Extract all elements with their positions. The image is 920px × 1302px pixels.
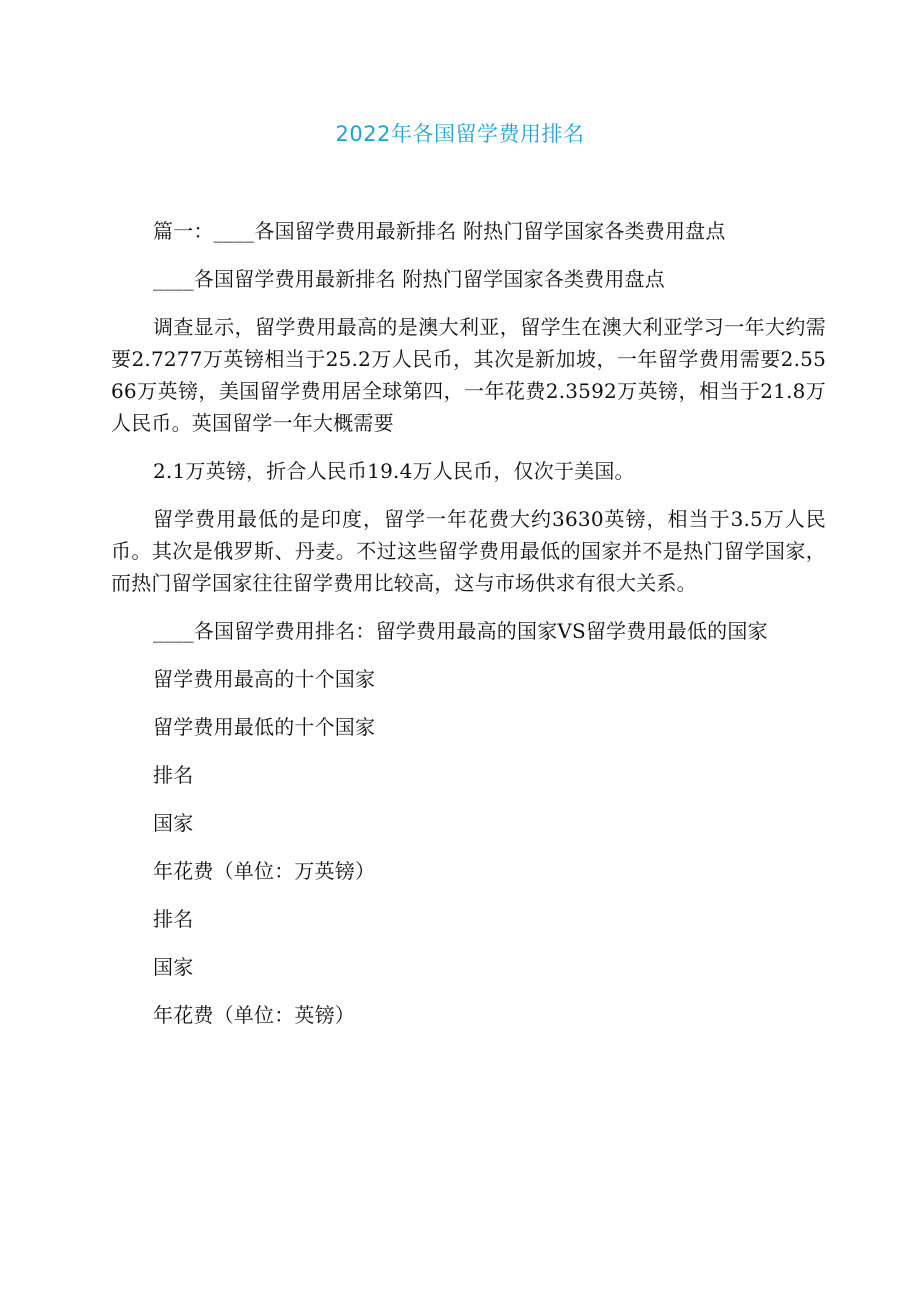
list-item-rank-header: 排名 [153,763,194,787]
list-item-annual-cost-header: 年花费（单位：万英镑） [153,859,376,883]
document-body [111,215,826,1047]
paragraph-cost-lowest: 留学费用最低的是印度，留学一年花费大约3630英镑，相当于3.5万人民币。其次是俄罗斯、丹麦。不过这些留学费用最低的国家并不是热门留学国家，而热门留学国家往往留学费用比较高，这与市场供求有很大关系。 [111,507,826,595]
list-item-country-header: 国家 [153,955,194,979]
list-item-country-header: 国家 [153,811,194,835]
paragraph-ranking-heading: ____各国留学费用排名：留学费用最高的国家VS留学费用最低的国家 [153,619,768,643]
paragraph-cost-highest: 调查显示，留学费用最高的是澳大利亚，留学生在澳大利亚学习一年大约需要2.7277万英镑相当于25.2万人民币，其次是新加坡，一年留学费用需要2.5566万英镑，美国留学费用居全球第四，一年花费2.3592万英镑，相当于21.8万人民币。英国留学一年大概需要 [111,315,826,435]
document-title: 2022年各国留学费用排名 [335,122,585,146]
list-item-rank-header: 排名 [153,907,194,931]
subheading: ____各国留学费用最新排名 附热门留学国家各类费用盘点 [153,267,665,291]
section-heading: 篇一：____各国留学费用最新排名 附热门留学国家各类费用盘点 [153,219,726,243]
list-item-lowest-ten: 留学费用最低的十个国家 [153,715,376,739]
paragraph-uk-cost: 2.1万英镑，折合人民币19.4万人民币，仅次于美国。 [153,459,635,483]
list-item-annual-cost-header: 年花费（单位：英镑） [153,1003,355,1027]
list-item-highest-ten: 留学费用最高的十个国家 [153,667,376,691]
